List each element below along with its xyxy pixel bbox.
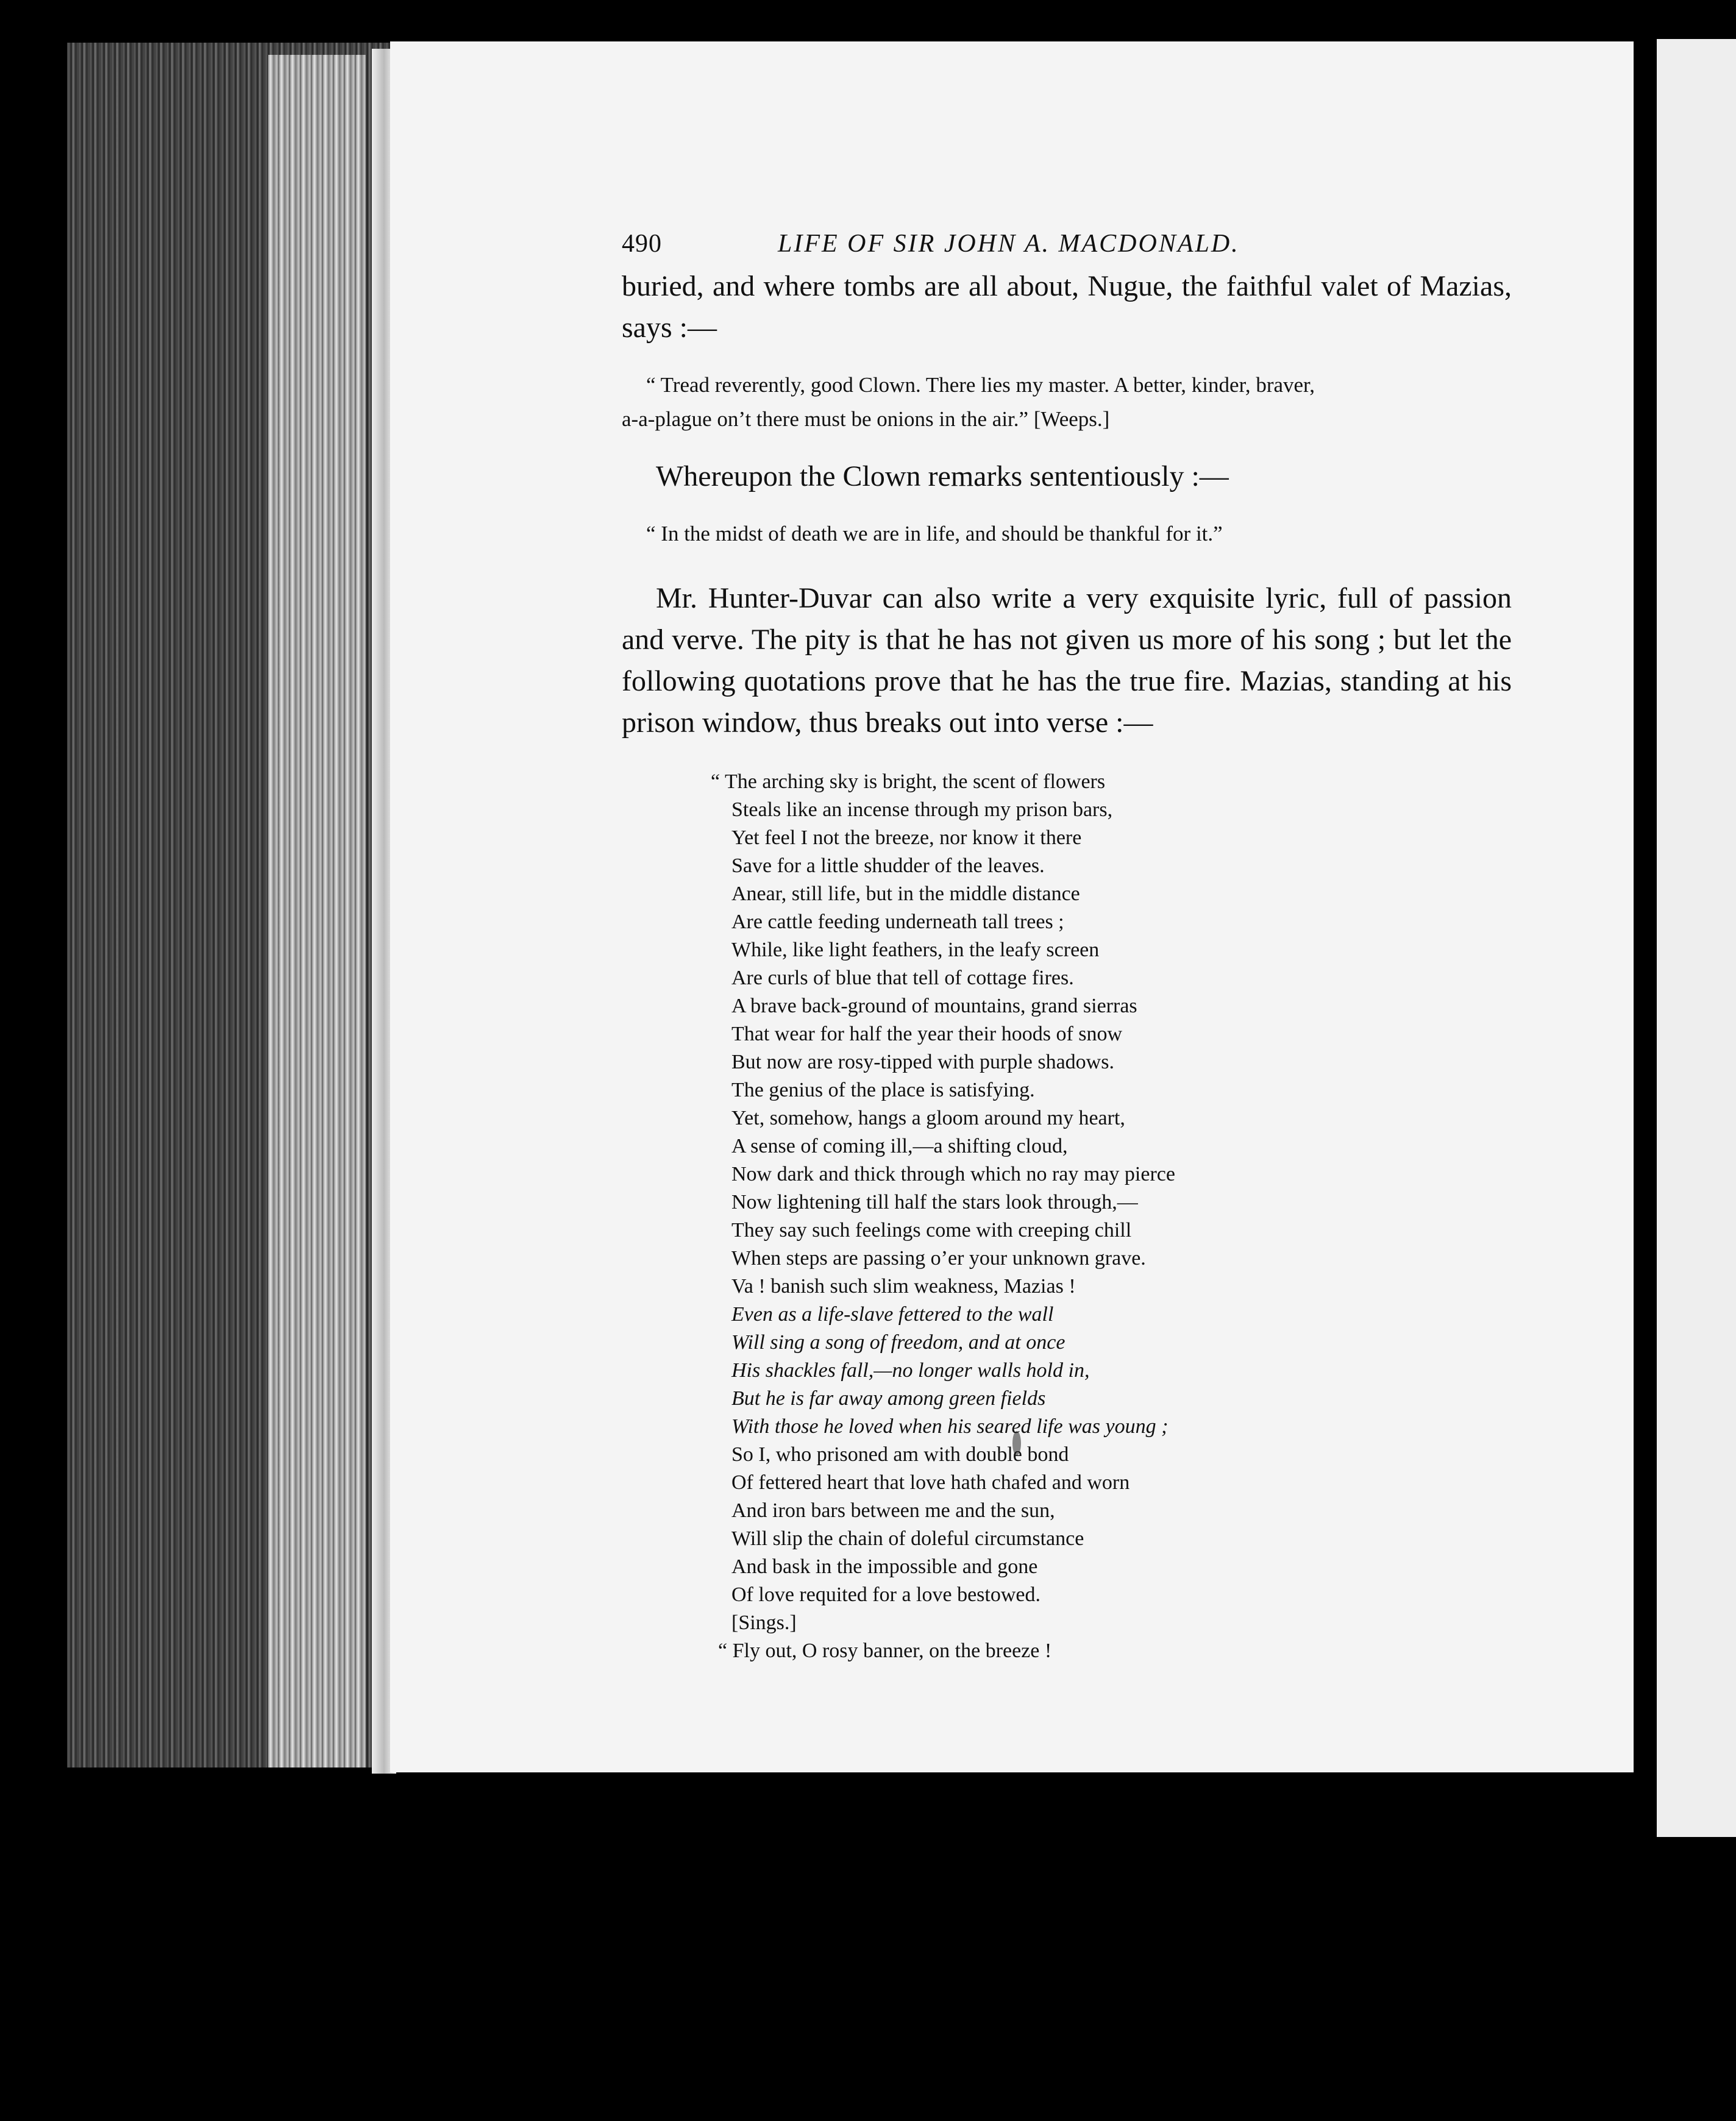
page-edge-stack <box>268 55 366 1768</box>
poem-line: Now dark and thick through which no ray may pierce <box>731 1163 1175 1185</box>
facing-page-edge <box>1657 39 1736 1837</box>
poem-line: So I, who prisoned am with double bond <box>731 1443 1069 1466</box>
paragraph-1: buried, and where tombs are all about, Nugue, the faithful valet of Mazias, says :— <box>622 270 1512 344</box>
poem-line-italic: His shackles fall,—no longer walls hold in, <box>731 1359 1090 1382</box>
stage-direction: [Sings.] <box>731 1611 797 1634</box>
poem-line: Steals like an incense through my prison bars, <box>731 798 1113 821</box>
poem-line: “ The arching sky is bright, the scent of flowers <box>711 770 1106 793</box>
poem-line-italic: With those he loved when his seared life was young ; <box>731 1415 1169 1438</box>
poem-line: “ Fly out, O rosy banner, on the breeze ! <box>718 1640 1052 1662</box>
poem-line: But now are rosy-tipped with purple shadows. <box>731 1051 1114 1073</box>
running-title: LIFE OF SIR JOHN A. MACDONALD. <box>778 230 1240 258</box>
poem-line: They say such feelings come with creeping chill <box>731 1219 1132 1242</box>
poem-line: Save for a little shudder of the leaves. <box>731 854 1045 877</box>
quote-2: “ In the midst of death we are in life, and should be thankful for it.” <box>646 522 1223 545</box>
poem-line: Will slip the chain of doleful circumstance <box>731 1527 1084 1550</box>
poem-line: That wear for half the year their hoods of snow <box>731 1023 1123 1045</box>
quote-1-line-2: a-a-plague on’t there must be onions in the air.” [Weeps.] <box>622 407 1110 431</box>
running-head <box>622 229 1512 266</box>
poem-line: Anear, still life, but in the middle distance <box>731 883 1080 905</box>
poem-line: Of love requited for a love bestowed. <box>731 1583 1041 1606</box>
poem-line: While, like light feathers, in the leafy screen <box>731 939 1100 961</box>
poem-line: Are cattle feeding underneath tall trees ; <box>731 911 1064 933</box>
paragraph-3: Mr. Hunter-Duvar can also write a very exquisite lyric, full of passion and verve. The pity is that he has not given us more of his song ; but let the following quotations prove that he has the true fire. Mazias, standing at his prison window, thus breaks out into verse :— <box>622 582 1512 739</box>
poem-line: A sense of coming ill,—a shifting cloud, <box>731 1135 1068 1157</box>
book-page-edges <box>67 43 396 1768</box>
page-number: 490 <box>622 230 662 258</box>
poem-line: The genius of the place is satisfying. <box>731 1079 1035 1101</box>
paragraph-2: Whereupon the Clown remarks sententiously :— <box>656 460 1229 492</box>
poem-line: Va ! banish such slim weakness, Mazias ! <box>731 1275 1076 1298</box>
poem-line: Yet, somehow, hangs a gloom around my heart, <box>731 1107 1125 1129</box>
poem <box>711 768 1512 1665</box>
poem-line: Are curls of blue that tell of cottage fires. <box>731 967 1074 989</box>
book-page <box>390 41 1634 1772</box>
poem-line: Of fettered heart that love hath chafed and worn <box>731 1471 1130 1494</box>
poem-line: Yet feel I not the breeze, nor know it there <box>731 826 1082 849</box>
poem-line-italic: Will sing a song of freedom, and at once <box>731 1331 1065 1354</box>
poem-line: And iron bars between me and the sun, <box>731 1499 1055 1522</box>
quote-1-line-1: “ Tread reverently, good Clown. There lies my master. A better, kinder, braver, <box>646 373 1315 397</box>
page-text <box>622 229 1512 1665</box>
poem-line: Now lightening till half the stars look through,— <box>731 1191 1138 1213</box>
poem-line-italic: But he is far away among green fields <box>731 1387 1046 1410</box>
poem-line: When steps are passing o’er your unknown grave. <box>731 1247 1146 1270</box>
poem-line: And bask in the impossible and gone <box>731 1555 1038 1578</box>
poem-line: A brave back-ground of mountains, grand sierras <box>731 995 1137 1017</box>
poem-line-italic: Even as a life-slave fettered to the wall <box>731 1303 1054 1326</box>
